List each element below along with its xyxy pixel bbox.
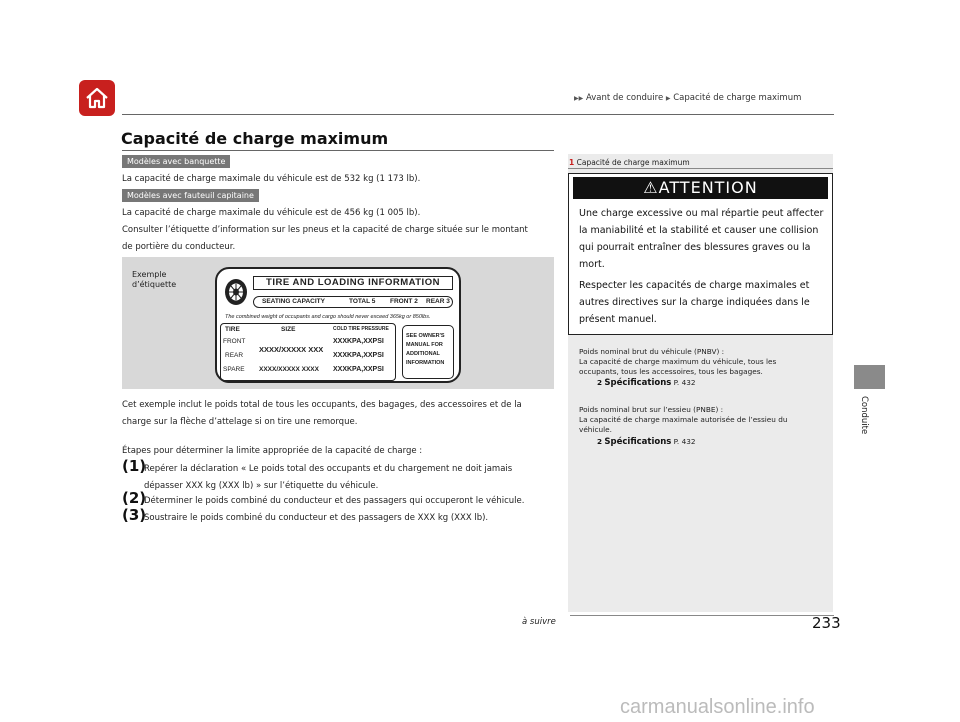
step-1-line-2: dépasser XXX kg (XXX lb) » sur l’étiquette du véhicule. — [144, 481, 379, 491]
step-1-number: (1) — [122, 457, 147, 475]
link-arrow-icon: 2 — [597, 437, 603, 446]
arrow-icon: ▶ — [665, 95, 671, 102]
footer-divider — [570, 615, 834, 616]
step-3-line-1: Soustraire le poids combiné du conducteur et des passagers de XXX kg (XXX lb). — [144, 513, 489, 523]
watermark: carmanualsonline.info — [620, 696, 815, 718]
see-manual-box: SEE OWNER'S MANUAL FOR ADDITIONAL INFORMATION — [402, 325, 454, 379]
row-rear: REAR — [225, 352, 244, 359]
step-1-line-1: Repérer la déclaration « Le poids total des occupants et du chargement ne doit jamais — [144, 464, 513, 474]
label-info-text-2: de portière du conducteur. — [122, 242, 236, 252]
note-icon: 1 — [569, 158, 575, 167]
seating-front: FRONT 2 — [390, 298, 418, 305]
pressure-rear: XXXKPA,XXPSI — [333, 352, 384, 359]
step-2-number: (2) — [122, 489, 147, 507]
house-icon — [84, 85, 110, 111]
pnbe-spec-link[interactable] — [579, 437, 696, 447]
home-button[interactable] — [79, 80, 115, 116]
col-tire: TIRE — [225, 326, 240, 333]
step-3-number: (3) — [122, 506, 147, 524]
pnbe-text-2: véhicule. — [579, 425, 612, 434]
pnbv-title: Poids nominal brut du véhicule (PNBV) : — [579, 347, 725, 356]
size-main: XXXX/XXXXX XXX — [259, 345, 324, 354]
pnbv-text-2: occupants, tous les accessoires, tous les bagages. — [579, 367, 763, 376]
tire-label-title: TIRE AND LOADING INFORMATION — [253, 276, 453, 290]
title-divider — [122, 150, 554, 151]
seating-total: TOTAL 5 — [349, 298, 376, 305]
pnbe-title: Poids nominal brut sur l’essieu (PNBE) : — [579, 405, 724, 414]
warning-header — [573, 177, 828, 199]
breadcrumb-link-avant[interactable]: Avant de conduire — [585, 93, 664, 103]
warning-icon: ⚠ — [643, 178, 659, 197]
figure-caption: Exemple d’étiquette — [132, 270, 177, 289]
spec-link-page: P. 432 — [673, 378, 696, 387]
col-size: SIZE — [281, 326, 296, 333]
pnbv-spec-link[interactable] — [579, 378, 696, 388]
continued-text: à suivre — [522, 617, 556, 627]
pressure-spare: XXXKPA,XXPSI — [333, 366, 384, 373]
spec-link-label: Spécifications — [604, 378, 672, 388]
warning-box — [568, 173, 833, 335]
sidebar-heading — [569, 158, 690, 167]
weight-note: The combined weight of occupants and cargo should never exceed 365kg or 850lbs. — [225, 314, 431, 320]
warning-title: ATTENTION — [658, 178, 758, 197]
tire-icon — [223, 277, 249, 307]
pnbe-text-1: La capacité de charge maximale autorisée de l’essieu du — [579, 415, 788, 424]
seating-capacity-row — [253, 296, 453, 308]
label-info-text-1: Consulter l’étiquette d’information sur les pneus et la capacité de charge située sur le montant — [122, 225, 528, 235]
model-tag-captain: Modèles avec fauteuil capitaine — [122, 189, 259, 202]
row-front: FRONT — [223, 338, 246, 345]
spec-link-page: P. 432 — [673, 437, 696, 446]
pnbv-text-1: La capacité de charge maximum du véhicule, tous les — [579, 357, 777, 366]
seating-rear: REAR 3 — [426, 298, 450, 305]
section-tab-label: Conduite — [859, 396, 869, 435]
breadcrumb-current: Capacité de charge maximum — [673, 93, 802, 103]
warning-paragraph-1: Une charge excessive ou mal répartie peut affecter la maniabilité et la stabilité et causer une collision qui pourrait entraîner des blessures graves ou la mort. — [579, 208, 824, 270]
tire-info-label — [215, 267, 461, 383]
tire-table — [220, 323, 396, 381]
warning-paragraph-2: Respecter les capacités de charge maximales et autres directives sur la charge indiquées dans le présent manuel. — [579, 280, 810, 325]
sidebar-divider — [568, 168, 833, 169]
steps-intro: Étapes pour déterminer la limite appropriée de la capacité de charge : — [122, 446, 423, 456]
breadcrumb — [574, 93, 801, 103]
pressure-front: XXXKPA,XXPSI — [333, 338, 384, 345]
label-figure — [122, 257, 554, 389]
header-divider — [122, 114, 834, 115]
example-text-1: Cet exemple inclut le poids total de tous les occupants, des bagages, des accessoires et de la — [122, 400, 522, 410]
capacity-text-captain: La capacité de charge maximale du véhicule est de 456 kg (1 005 lb). — [122, 208, 421, 218]
col-pressure: COLD TIRE PRESSURE — [333, 326, 389, 332]
sidebar-heading-text: Capacité de charge maximum — [576, 158, 690, 167]
section-tab-marker[interactable] — [854, 365, 885, 389]
step-2-line-1: Déterminer le poids combiné du conducteur et des passagers qui occuperont le véhicule. — [144, 496, 525, 506]
model-tag-banquette: Modèles avec banquette — [122, 155, 230, 168]
page-title: Capacité de charge maximum — [121, 129, 389, 148]
row-spare: SPARE — [223, 366, 245, 373]
link-arrow-icon: 2 — [597, 378, 603, 387]
seating-capacity-text: SEATING CAPACITY — [262, 298, 325, 305]
size-spare: XXXX/XXXXX XXXX — [259, 366, 319, 373]
capacity-text-banquette: La capacité de charge maximale du véhicule est de 532 kg (1 173 lb). — [122, 174, 421, 184]
spec-link-label: Spécifications — [604, 437, 672, 447]
example-text-2: charge sur la flèche d’attelage si on tire une remorque. — [122, 417, 358, 427]
double-arrow-icon: ▶▶ — [574, 95, 584, 102]
page-number: 233 — [812, 614, 841, 632]
